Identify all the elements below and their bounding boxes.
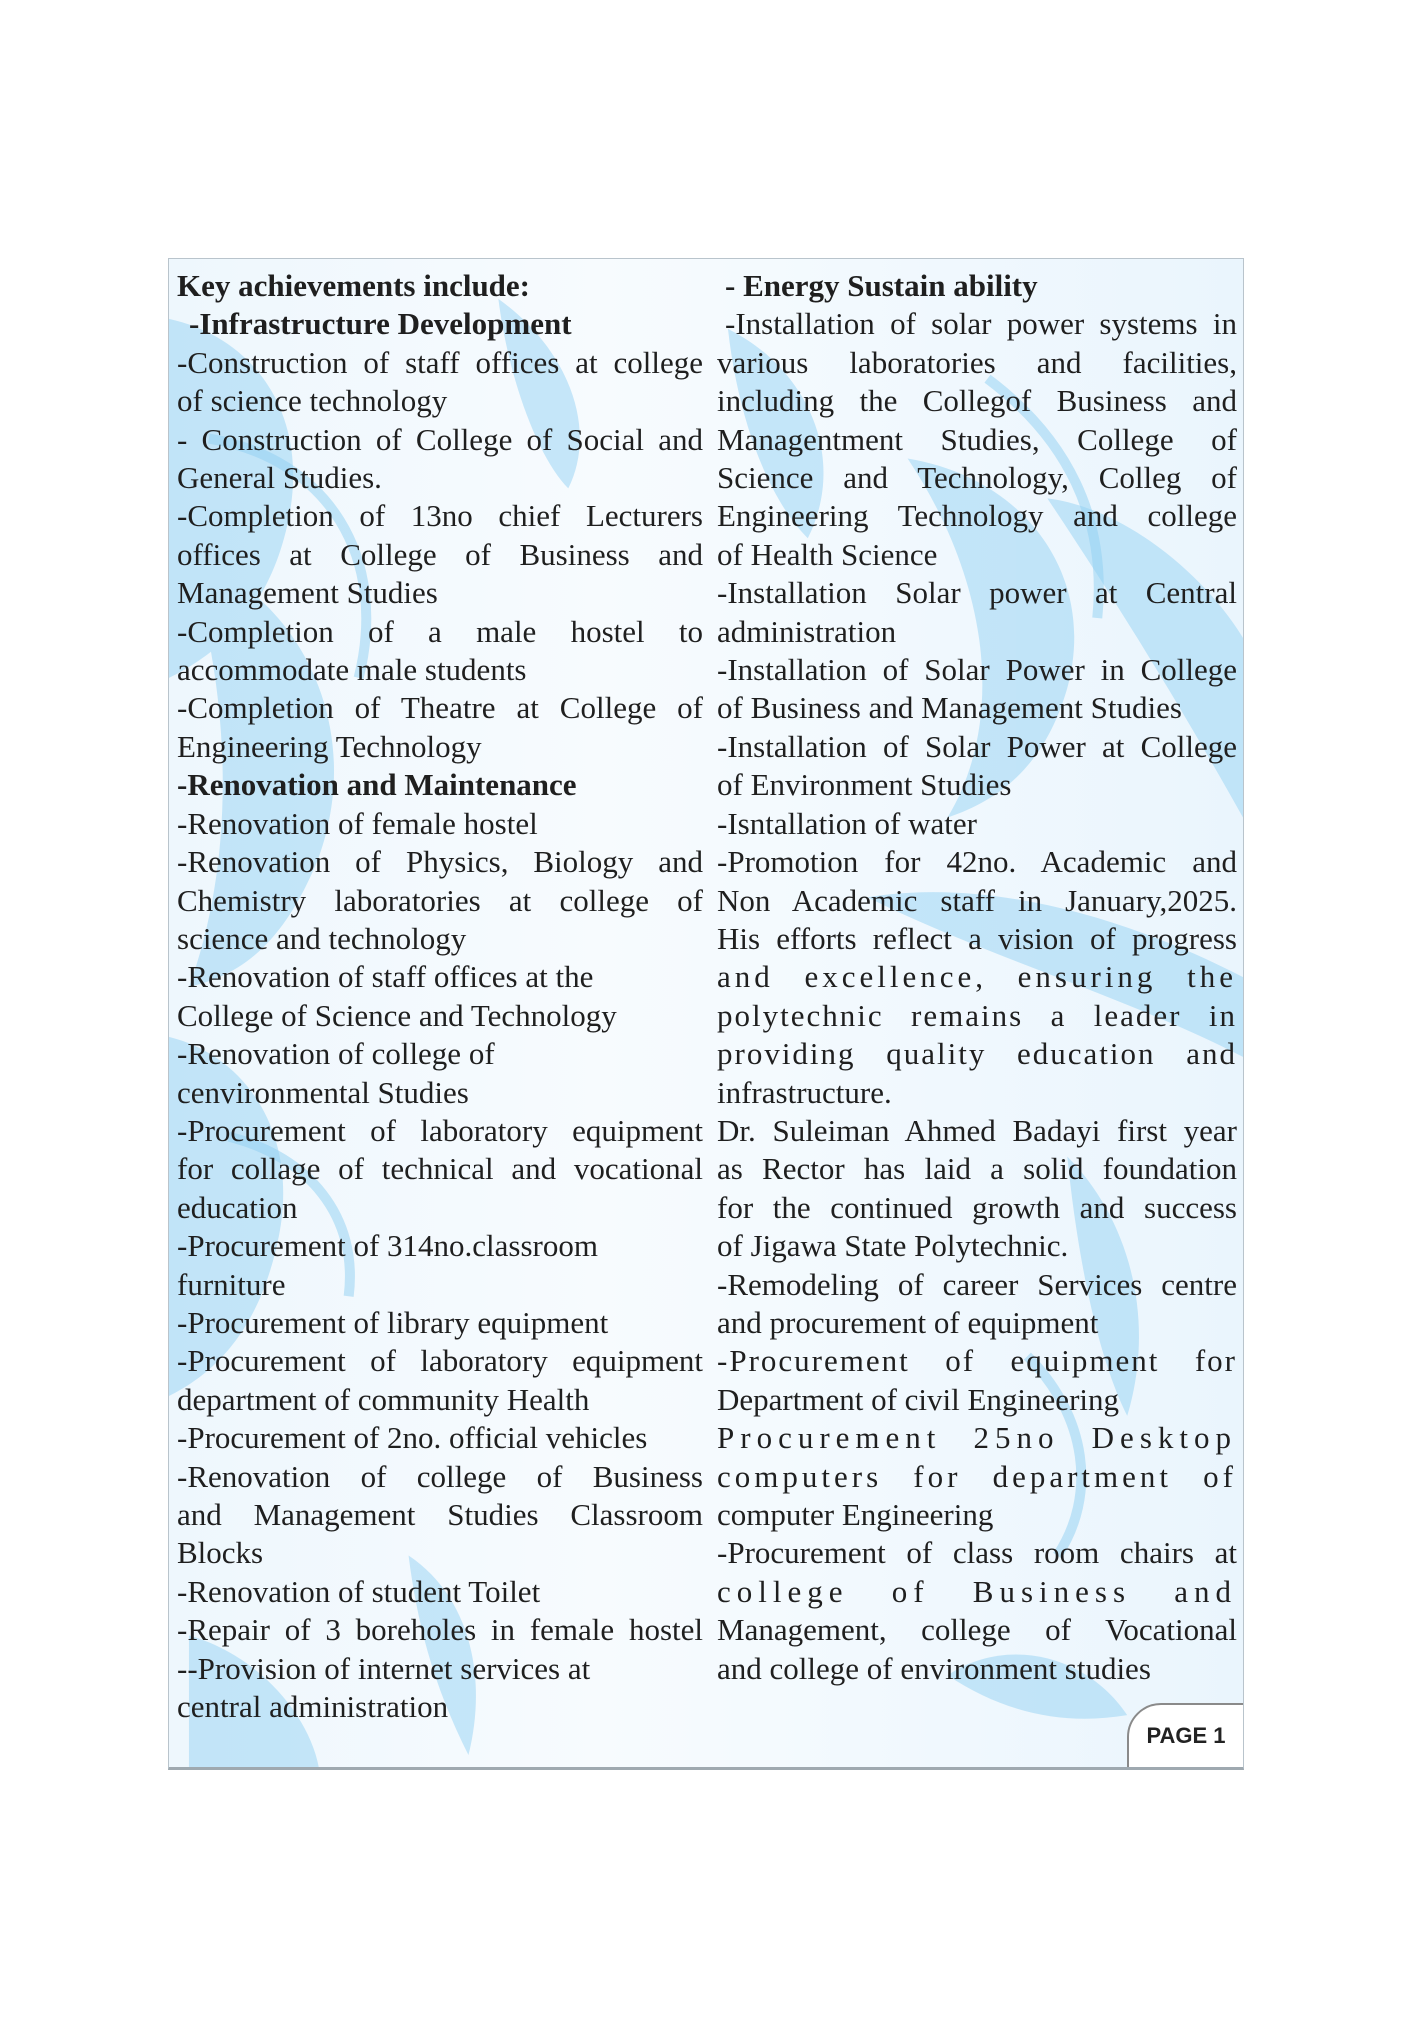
left-line: - Construction of College of Social and	[177, 421, 703, 457]
right-line: of Environment Studies	[717, 767, 1012, 803]
left-line: -Renovation of college of	[177, 1036, 495, 1072]
left-line: -Procurement of 2no. official vehicles	[177, 1420, 648, 1456]
right-line: infrastructure.	[717, 1074, 892, 1110]
right-line: -Isntallation of water	[717, 805, 977, 841]
right-line: polytechnic remains a leader in	[717, 997, 1237, 1033]
right-line: -Installation of Solar Power in College	[717, 652, 1237, 688]
right-line: computers for department of	[717, 1458, 1237, 1494]
right-line: Procurement 25no Desktop	[717, 1420, 1237, 1456]
right-line: -Installation of solar power systems in	[725, 306, 1237, 342]
page-number-badge	[1127, 1703, 1244, 1769]
left-line: cenvironmental Studies	[177, 1074, 469, 1110]
right-line: Managentment Studies, College of	[717, 421, 1237, 457]
right-line: computer Engineering	[717, 1497, 994, 1532]
right-line: as Rector has laid a solid foundation	[717, 1151, 1237, 1187]
left-line: -Renovation of student Toilet	[177, 1573, 541, 1609]
left-line: Chemistry laboratories at college of	[177, 882, 703, 918]
right-line: -Installation of Solar Power at College	[717, 728, 1237, 764]
left-line: -Renovation of female hostel	[177, 805, 538, 841]
left-line: central administration	[177, 1689, 449, 1725]
section-heading: Key achievements include:	[177, 268, 531, 303]
right-line: for the continued growth and success	[717, 1189, 1237, 1225]
left-line: -Procurement of laboratory equipment	[177, 1112, 703, 1148]
left-line: -Procurement of 314no.classroom	[177, 1228, 598, 1264]
right-line: of Business and Management Studies	[717, 690, 1182, 726]
left-line: -Completion of a male hostel to	[177, 613, 703, 649]
left-line: offices at College of Business and	[177, 536, 703, 572]
right-line: -Procurement of equipment for	[717, 1343, 1237, 1379]
left-line: -Renovation of college of Business	[177, 1458, 703, 1494]
left-line: -Renovation of Physics, Biology and	[177, 844, 703, 880]
left-line: -Completion of 13no chief Lecturers	[177, 498, 703, 534]
left-line: education	[177, 1189, 298, 1225]
right-line: providing quality education and	[717, 1036, 1237, 1072]
left-line: furniture	[177, 1266, 286, 1302]
right-line: -Procurement of class room chairs at	[717, 1535, 1237, 1571]
left-line: -Procurement of library equipment	[177, 1304, 609, 1340]
right-line: and procurement of equipment	[717, 1304, 1099, 1340]
left-line: for collage of technical and vocational	[177, 1151, 703, 1187]
right-line: His efforts reflect a vision of progress	[717, 920, 1237, 956]
right-line: -Installation Solar power at Central	[717, 575, 1237, 611]
left-column	[177, 267, 703, 1726]
right-line: Management, college of Vocational	[717, 1612, 1237, 1648]
left-line: science and technology	[177, 920, 467, 956]
left-line: Blocks	[177, 1535, 264, 1571]
right-line: -Promotion for 42no. Academic and	[717, 844, 1237, 880]
right-line: college of Business and	[717, 1573, 1237, 1609]
left-line: department of community Health	[177, 1381, 590, 1417]
left-line: --Provision of internet services at	[177, 1650, 591, 1686]
infrastructure-heading: -Infrastructure Development	[189, 306, 572, 342]
right-line: Non Academic staff in January,2025.	[717, 882, 1237, 918]
content-panel	[168, 258, 1244, 1770]
left-line: -Renovation of staff offices at the	[177, 959, 594, 995]
left-line: Engineering Technology	[177, 728, 482, 764]
right-line: -Remodeling of career Services centre	[717, 1266, 1237, 1302]
page-number-label: PAGE 1	[1146, 1723, 1226, 1748]
left-line: accommodate male students	[177, 652, 527, 688]
left-line: Management Studies	[177, 575, 438, 611]
left-line: College of Science and Technology	[177, 997, 617, 1033]
left-line: and Management Studies Classroom	[177, 1497, 703, 1532]
right-line: including the Collegof Business and	[717, 383, 1237, 419]
right-line: of Health Science	[717, 536, 938, 572]
left-line: General Studies.	[177, 460, 382, 496]
right-line: various laboratories and facilities,	[717, 344, 1237, 380]
right-line: of Jigawa State Polytechnic.	[717, 1228, 1069, 1264]
right-line: and excellence, ensuring the	[717, 959, 1237, 995]
right-line: Science and Technology, Colleg of	[717, 460, 1237, 496]
right-line: and college of environment studies	[717, 1650, 1151, 1686]
right-column	[717, 267, 1237, 1688]
left-line: -Completion of Theatre at College of	[177, 690, 703, 726]
left-line: -Repair of 3 boreholes in female hostel	[177, 1612, 703, 1648]
right-line: Dr. Suleiman Ahmed Badayi first year	[717, 1112, 1237, 1148]
left-line: -Procurement of laboratory equipment	[177, 1343, 703, 1379]
energy-heading: - Energy Sustain ability	[725, 268, 1038, 303]
renovation-heading: -Renovation and Maintenance	[177, 767, 577, 803]
left-line: -Construction of staff offices at college	[177, 344, 703, 380]
right-line: Engineering Technology and college	[717, 498, 1237, 534]
left-line: of science technology	[177, 383, 448, 419]
right-line: administration	[717, 613, 897, 649]
right-line: Department of civil Engineering	[717, 1381, 1120, 1417]
